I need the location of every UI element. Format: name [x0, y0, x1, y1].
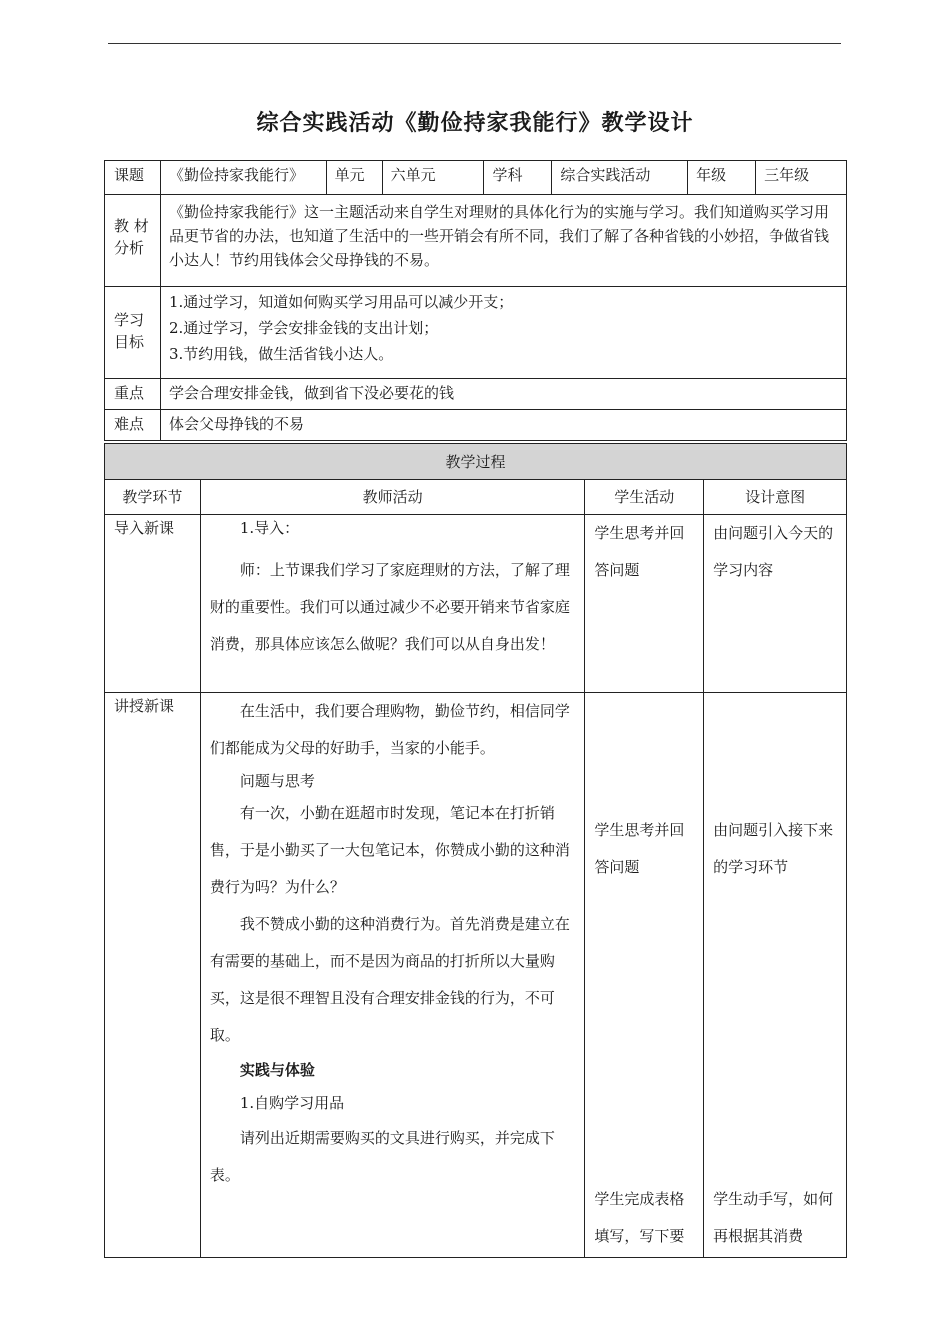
student-intro: 学生思考并回答问题: [585, 515, 704, 693]
subject-label: 学科: [484, 161, 552, 195]
difficult-text: 体会父母挣钱的不易: [160, 410, 846, 441]
intent-intro: 由问题引入今天的学习内容: [704, 515, 847, 693]
unit-value: 六单元: [382, 161, 484, 195]
goals-label: 学习 目标: [105, 287, 161, 379]
teacher-teach: 在生活中，我们要合理购物，勤俭节约，相信同学们都能成为父母的好助手，当家的小能手。 问题与思考 有一次，小勤在逛超市时发现，笔记本在打折销售，于是小勤买了一大包笔记本，你赞成小勤的这种消费行为吗？为什么？ 我不赞成小勤的这种消费行为。首先消费是建立在有需要的基础上，而不是因为商品的打折所以大量购买，这是很不理智且没有合理安排金钱的行为，不可取。 实践与体验 1.自购学习用品 请列出近期需要购买的文具进行购买，并完成下表。: [200, 693, 584, 1258]
subject-value: 综合实践活动: [552, 161, 688, 195]
analysis-label: 教 材 分析: [105, 195, 161, 287]
difficult-label: 难点: [105, 410, 161, 441]
process-header: 教学过程: [105, 444, 847, 480]
topic-value: 《勤俭持家我能行》: [160, 161, 326, 195]
goal-item: 3.节约用钱，做生活省钱小达人。: [168, 345, 394, 363]
stage-teach: 讲授新课: [105, 693, 201, 1258]
grade-label: 年级: [688, 161, 756, 195]
col-teacher: 教师活动: [200, 480, 584, 515]
grade-value: 三年级: [756, 161, 847, 195]
key-text: 学会合理安排金钱，做到省下没必要花的钱: [160, 379, 846, 410]
header-rule: [108, 43, 841, 44]
goal-item: 1.通过学习，知道如何购买学习用品可以减少开支；: [168, 293, 514, 311]
col-intent: 设计意图: [704, 480, 847, 515]
col-student: 学生活动: [585, 480, 704, 515]
page-title: 综合实践活动《勤俭持家我能行》教学设计: [256, 111, 694, 136]
topic-label: 课题: [105, 161, 161, 195]
key-label: 重点: [105, 379, 161, 410]
stage-intro: 导入新课: [105, 515, 201, 693]
teacher-intro: 1.导入： 师：上节课我们学习了家庭理财的方法，了解了理财的重要性。我们可以通过减少不必要开销来节省家庭消费，那具体应该怎么做呢？我们可以从自身出发！: [200, 515, 584, 693]
analysis-text: 《勤俭持家我能行》这一主题活动来自学生对理财的具体化行为的实施与学习。我们知道购买学习用品更节省的办法，也知道了生活中的一些开销会有所不同，我们了解了各种省钱的小妙招，争做省钱小达人！节约用钱体会父母挣钱的不易。: [160, 195, 846, 287]
unit-label: 单元: [326, 161, 382, 195]
goals-list: [160, 287, 846, 379]
goal-item: 2.通过学习，学会安排金钱的支出计划；: [168, 319, 439, 337]
process-table: [104, 443, 847, 1258]
student-teach: 学生思考并回答问题 学生完成表格填写，写下要: [585, 693, 704, 1258]
col-stage: 教学环节: [105, 480, 201, 515]
info-table: [104, 160, 847, 441]
intent-teach: 由问题引入接下来的学习环节 学生动手写，如何再根据其消费: [704, 693, 847, 1258]
